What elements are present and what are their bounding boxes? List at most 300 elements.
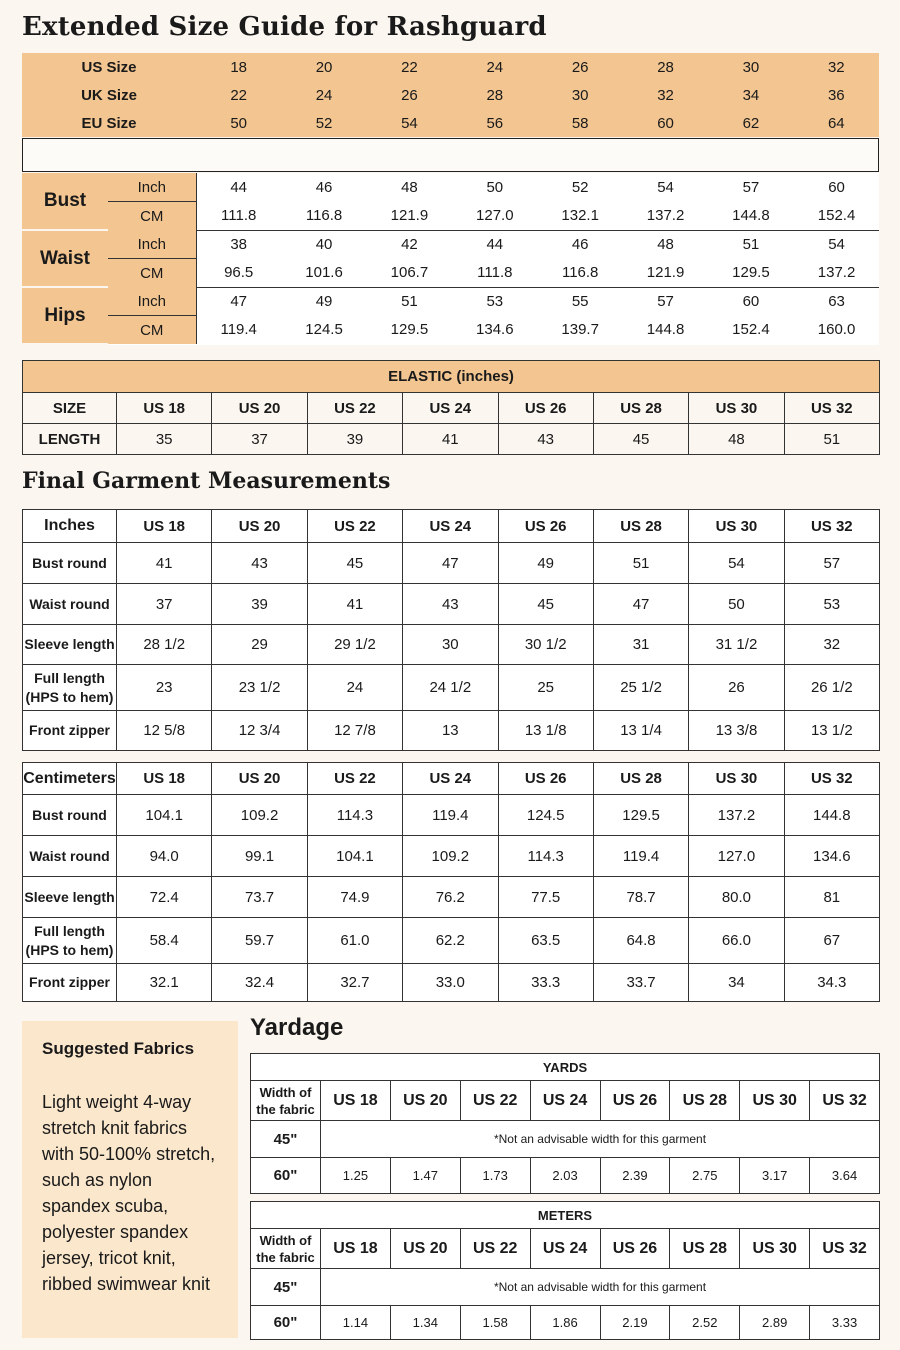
cell: 57 [623,287,708,316]
cell: 26 1/2 [784,665,879,711]
cell: 43 [212,543,307,584]
row-label: Front zipper [23,711,117,751]
cell: 1.73 [460,1158,530,1194]
cell: 30 [403,625,498,665]
table-row [23,711,880,751]
cell: 1.58 [460,1306,530,1340]
cell: 124.5 [281,316,366,345]
cell: 1.25 [321,1158,391,1194]
cell: 47 [196,287,281,316]
elastic-size-row [23,393,880,424]
cell: 2.19 [600,1306,670,1340]
not-advisable-note: *Not an advisable width for this garment [321,1121,880,1158]
cell: 38 [196,230,281,259]
cell: 25 1/2 [593,665,688,711]
cell: 34 [689,964,784,1002]
width-label-line1: Width of [259,1232,312,1248]
inch-label: Inch [108,287,196,316]
cell: 60 [794,173,879,202]
row-label-line1: Full length [34,922,105,939]
cell: 104.1 [117,795,212,836]
cell: 1.34 [390,1306,460,1340]
cell: 41 [117,543,212,584]
cell: 2.75 [670,1158,740,1194]
inch-label: Inch [108,230,196,259]
cell: 144.8 [623,316,708,345]
width-label-line2: the fabric [256,1101,315,1117]
cell: 32 [827,58,845,76]
cell: 33.0 [403,964,498,1002]
cell: 51 [784,424,879,455]
cell: 54 [794,230,879,259]
row-label-line1: Full length [34,669,105,686]
cell: 24 [315,86,333,104]
cell: US 30 [740,1081,810,1121]
waist-inch-row [22,230,879,259]
row-label-line2: (HPS to hem) [25,688,114,705]
cell: 129.5 [593,795,688,836]
cell: 13 3/8 [689,711,784,751]
cell: 64 [827,114,845,132]
cell: 58.4 [117,918,212,964]
cell: 127.0 [689,836,784,877]
garment-inches-table [22,509,880,751]
cell: 39 [307,424,402,455]
cell: 53 [784,584,879,625]
cell: 24 [486,58,504,76]
cell: 104.1 [307,836,402,877]
cell: 109.2 [212,795,307,836]
cell: 55 [538,287,623,316]
yardage-title: Yardage [250,1014,344,1041]
cell: 32.7 [307,964,402,1002]
cell: 144.8 [784,795,879,836]
cell: 80.0 [689,877,784,918]
cell: 20 [315,58,333,76]
cell: US 18 [117,393,212,424]
us-size-label: US Size [81,58,137,76]
cell: 63.5 [498,918,593,964]
cell: 119.4 [593,836,688,877]
cell: 48 [367,173,452,202]
row-label: Sleeve length [23,625,117,665]
cell: 50 [452,173,537,202]
cell: 50 [230,114,248,132]
width-60-row [251,1158,880,1194]
cell: 109.2 [403,836,498,877]
cell: 51 [367,287,452,316]
cell: 25 [498,665,593,711]
width-label-line1: Width of [259,1084,312,1100]
cell: 26 [571,58,589,76]
cell: US 32 [810,1229,880,1269]
cell: 26 [689,665,784,711]
size-row [251,1081,880,1121]
table-row [23,877,880,918]
cell: 40 [281,230,366,259]
cell: 124.5 [498,795,593,836]
cell: US 22 [307,763,402,795]
cell: US 26 [498,393,593,424]
cell: 72.4 [117,877,212,918]
waist-cm-row [22,259,879,288]
cell: US 26 [600,1229,670,1269]
cell: 77.5 [498,877,593,918]
cell: 63 [794,287,879,316]
cell: 51 [593,543,688,584]
cell: 37 [117,584,212,625]
meters-title: METERS [251,1202,880,1229]
cell: 45 [593,424,688,455]
cell: 28 [657,58,674,76]
cell: 24 1/2 [403,665,498,711]
cell: 39 [212,584,307,625]
cell: 116.8 [538,259,623,288]
cell: US 30 [740,1229,810,1269]
page-title: Extended Size Guide for Rashguard [22,12,547,42]
cell: US 28 [670,1081,740,1121]
cell: 23 1/2 [212,665,307,711]
cell: 53 [452,287,537,316]
cell: 134.6 [452,316,537,345]
cell: US 18 [321,1229,391,1269]
fabrics-description: Light weight 4-way stretch knit fabrics with 50-100% stretch, such as nylon spandex scuba, polyester spandex jersey, tricot knit, ribbed swimwear knit [42,1092,216,1294]
bust-cm-row [22,202,879,231]
cell: 127.0 [452,202,537,231]
cell: 54 [401,114,418,132]
cell: 3.64 [810,1158,880,1194]
cm-label: CM [108,259,196,288]
cell: 29 [212,625,307,665]
cell: 137.2 [794,259,879,288]
cell: 23 [117,665,212,711]
cell: US 32 [810,1081,880,1121]
cell: 45 [307,543,402,584]
cell: US 26 [498,510,593,543]
cell: US 20 [212,510,307,543]
cell: 12 7/8 [307,711,402,751]
cell: 46 [281,173,366,202]
cell: 30 [742,58,760,76]
elastic-length-row [23,424,880,455]
body-measurements-table [22,173,879,345]
width-45-label: 45" [251,1269,321,1306]
cell: 54 [689,543,784,584]
cm-label: CM [108,202,196,231]
cell: 129.5 [708,259,793,288]
cell: 43 [403,584,498,625]
cell: 32 [657,86,674,104]
cell: 13 1/4 [593,711,688,751]
row-label: Bust round [23,795,117,836]
cell: 132.1 [538,202,623,231]
table-row [23,795,880,836]
cell: 81 [784,877,879,918]
cell: US 18 [321,1081,391,1121]
cell: 52 [315,114,333,132]
eu-size-label: EU Size [81,114,137,132]
cell: 137.2 [689,795,784,836]
cell: 59.7 [212,918,307,964]
cell: 52 [538,173,623,202]
cell: 111.8 [196,202,281,231]
cell: 116.8 [281,202,366,231]
table-row [23,543,880,584]
cell: 49 [281,287,366,316]
cell: 160.0 [794,316,879,345]
cell: US 32 [784,763,879,795]
row-label: Waist round [23,836,117,877]
cell: 22 [401,58,418,76]
cell: 61.0 [307,918,402,964]
cell: 129.5 [367,316,452,345]
cell: 139.7 [538,316,623,345]
cell: 57 [708,173,793,202]
cell: 1.47 [390,1158,460,1194]
not-advisable-note: *Not an advisable width for this garment [321,1269,880,1306]
uk-size-label: UK Size [81,86,137,104]
empty-divider-box [22,138,879,172]
size-conversion-table [22,53,879,137]
yards-header-row [251,1054,880,1081]
width-label [251,1081,321,1121]
yards-table [250,1053,880,1194]
cell: 1.14 [321,1306,391,1340]
waist-label: Waist [22,230,108,287]
width-45-label: 45" [251,1121,321,1158]
table-header-row [23,510,880,543]
cell: 43 [498,424,593,455]
cell: US 30 [689,393,784,424]
cell: US 32 [784,510,879,543]
cell: 60 [657,114,674,132]
cell: 34.3 [784,964,879,1002]
fabrics-title: Suggested Fabrics [42,1039,195,1058]
cell: US 20 [212,393,307,424]
cell: 67 [784,918,879,964]
cell: 78.7 [593,877,688,918]
cell: US 30 [689,510,784,543]
us-size-row [22,53,879,81]
cell: 119.4 [196,316,281,345]
cell: US 28 [593,763,688,795]
cell: 94.0 [117,836,212,877]
cell: 66.0 [689,918,784,964]
cell: 13 [403,711,498,751]
eu-size-row [22,109,879,137]
cell: 2.39 [600,1158,670,1194]
cell: US 26 [498,763,593,795]
cell: 28 [486,86,504,104]
cell: US 22 [307,510,402,543]
cell: US 22 [307,393,402,424]
yards-title: YARDS [251,1054,880,1081]
meters-header-row [251,1202,880,1229]
cell: 28 1/2 [117,625,212,665]
cell: 1.86 [530,1306,600,1340]
cell: 121.9 [367,202,452,231]
cell: US 18 [117,763,212,795]
cell: 60 [708,287,793,316]
table-row [23,625,880,665]
hips-inch-row [22,287,879,316]
cm-label: CM [108,316,196,345]
cell: 41 [307,584,402,625]
cell: 45 [498,584,593,625]
row-label: Front zipper [23,964,117,1002]
cell: US 24 [530,1229,600,1269]
cell: US 28 [593,393,688,424]
table-row [23,964,880,1002]
cell: 101.6 [281,259,366,288]
cell: US 20 [390,1081,460,1121]
cell: 134.6 [784,836,879,877]
garment-centimeters-table [22,762,880,1002]
elastic-header-row [23,361,880,393]
cell: 2.89 [740,1306,810,1340]
cell: 26 [401,86,418,104]
row-label: Bust round [23,543,117,584]
cell: 114.3 [498,836,593,877]
cell: 30 1/2 [498,625,593,665]
table-row [23,665,880,711]
cell: US 18 [117,510,212,543]
cell: 42 [367,230,452,259]
cell: 29 1/2 [307,625,402,665]
cell: 49 [498,543,593,584]
table-row [23,584,880,625]
width-60-label: 60" [251,1306,321,1340]
cell: 31 [593,625,688,665]
meters-table [250,1201,880,1340]
cell: 18 [230,58,248,76]
cell: 51 [708,230,793,259]
row-label [23,665,117,711]
cell: US 22 [460,1229,530,1269]
width-45-row [251,1121,880,1158]
cell: 48 [689,424,784,455]
cell: 41 [403,424,498,455]
cell: US 24 [403,763,498,795]
elastic-table [22,360,880,455]
cell: 13 1/2 [784,711,879,751]
cell: 46 [538,230,623,259]
width-label-line2: the fabric [256,1249,315,1265]
cell: 119.4 [403,795,498,836]
row-label: Waist round [23,584,117,625]
uk-size-row [22,81,879,109]
cell: 152.4 [794,202,879,231]
bust-inch-row [22,173,879,202]
cell: 74.9 [307,877,402,918]
cell: 44 [196,173,281,202]
cell: 32 [784,625,879,665]
cell: 36 [827,86,845,104]
cell: 44 [452,230,537,259]
cell: 32.1 [117,964,212,1002]
cell: 54 [623,173,708,202]
suggested-fabrics-box [22,1021,238,1338]
inch-label: Inch [108,173,196,202]
cell: 137.2 [623,202,708,231]
cell: 152.4 [708,316,793,345]
cell: 73.7 [212,877,307,918]
cell: 58 [571,114,589,132]
cell: 30 [571,86,589,104]
cell: 111.8 [452,259,537,288]
cell: 62 [742,114,760,132]
cell: 76.2 [403,877,498,918]
elastic-title: ELASTIC (inches) [23,361,880,393]
cell: 3.17 [740,1158,810,1194]
width-45-row [251,1269,880,1306]
cell: 56 [486,114,504,132]
cell: US 22 [460,1081,530,1121]
cell: 99.1 [212,836,307,877]
cell: 34 [742,86,760,104]
cell: US 20 [390,1229,460,1269]
cell: 64.8 [593,918,688,964]
row-label-line2: (HPS to hem) [25,941,114,958]
cell: 37 [212,424,307,455]
section-title: Final Garment Measurements [22,468,391,494]
table-header-row [23,763,880,795]
cell: US 28 [593,510,688,543]
cell: 50 [689,584,784,625]
cell: 13 1/8 [498,711,593,751]
cell: 12 3/4 [212,711,307,751]
length-label: LENGTH [23,424,117,455]
cell: 33.7 [593,964,688,1002]
cell: US 30 [689,763,784,795]
cell: 114.3 [307,795,402,836]
cell: 2.52 [670,1306,740,1340]
width-60-label: 60" [251,1158,321,1194]
cell: 24 [307,665,402,711]
cell: US 24 [403,393,498,424]
cell: 57 [784,543,879,584]
hips-cm-row [22,316,879,345]
cell: 32.4 [212,964,307,1002]
row-label: Sleeve length [23,877,117,918]
table-row [23,918,880,964]
cell: US 32 [784,393,879,424]
cell: 33.3 [498,964,593,1002]
cell: 62.2 [403,918,498,964]
cell: 22 [230,86,248,104]
cell: 12 5/8 [117,711,212,751]
hips-label: Hips [22,287,108,344]
corner-label: Inches [23,510,117,543]
cell: 121.9 [623,259,708,288]
cell: 31 1/2 [689,625,784,665]
cell: 48 [623,230,708,259]
cell: US 24 [530,1081,600,1121]
cell: US 26 [600,1081,670,1121]
cell: 106.7 [367,259,452,288]
cell: 96.5 [196,259,281,288]
cell: 47 [403,543,498,584]
corner-label: Centimeters [23,763,117,795]
cell: 3.33 [810,1306,880,1340]
cell: US 20 [212,763,307,795]
cell: US 24 [403,510,498,543]
cell: 144.8 [708,202,793,231]
cell: US 28 [670,1229,740,1269]
row-label [23,918,117,964]
cell: 47 [593,584,688,625]
width-60-row [251,1306,880,1340]
